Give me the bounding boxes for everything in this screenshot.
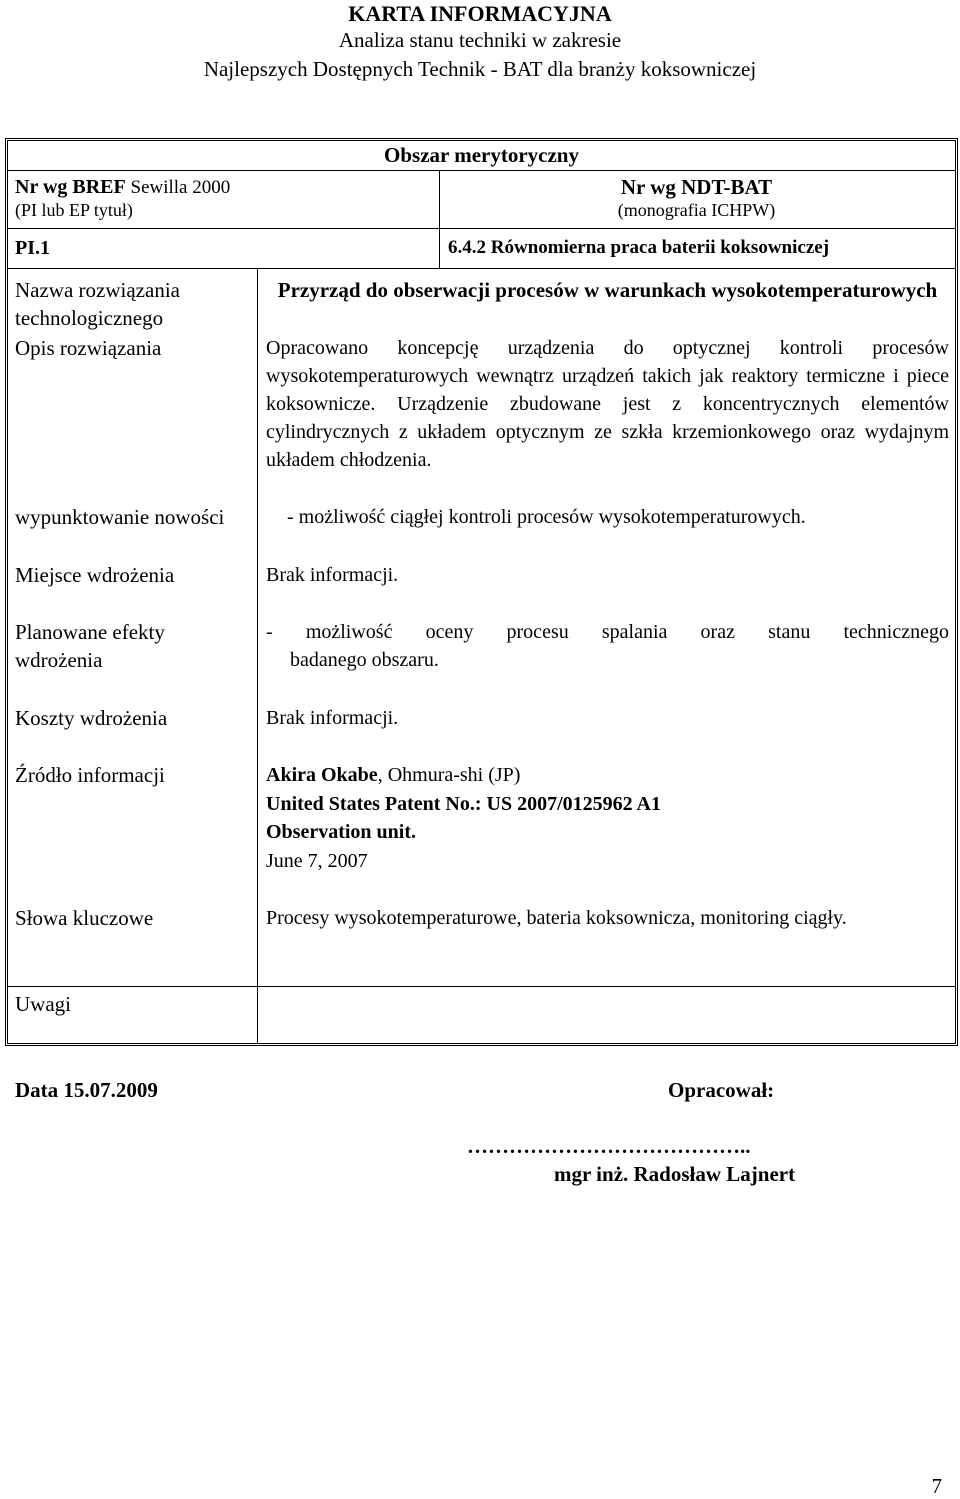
label-solution-name: Nazwa rozwiązania technologicznego [15,278,180,330]
area-title: Obszar merytoryczny [384,143,579,167]
prepared-by-label: Opracował: [668,1078,775,1102]
document-subtitle: Analiza stanu techniki w zakresie [338,28,622,52]
author-name: mgr inż. Radosław Lajnert [554,1162,796,1186]
bref-label: Nr wg BREF Sewilla 2000 [15,176,231,198]
novelty-text: - możliwość ciągłej kontroli procesów wysokotemperaturowych. [287,506,806,528]
label-keywords: Słowa kluczowe [15,906,154,930]
solution-name: Przyrząd do obserwacji procesów w warunkach wysokotemperaturowych [277,278,938,302]
label-cost: Koszty wdrożenia [15,706,168,730]
effects-text-line2: badanego obszaru. [290,649,439,671]
ndt-sub: (monografia ICHPW) [617,200,776,220]
description-text: Opracowano koncepcję urządzenia do optycznej kontroli procesów wysokotemperaturowych wewnątrz urządzeń takich jak reaktory termiczne i piece koksownicze. Urządzenie zbudowane jest z koncentrycznych elementów cylindrycznych z układem optycznym ze szkła krzemionkowego oraz wydajnym układem chłodzenia. [266,337,949,471]
label-effects: Planowane efekty wdrożenia [15,620,165,672]
keywords-text: Procesy wysokotemperaturowe, bateria koksownicza, monitoring ciągły. [266,907,847,929]
document-subtitle-2: Najlepszych Dostępnych Technik - BAT dla branży koksowniczej [203,57,757,81]
bref-sub: (PI lub EP tytuł) [15,200,133,220]
ndt-label: Nr wg NDT-BAT [620,175,773,199]
effects-text-line1: - możliwość oceny procesu spalania oraz stanu technicznego [266,621,949,643]
label-place: Miejsce wdrożenia [15,563,175,587]
source-patent: United States Patent No.: US 2007/0125962 A1 [266,793,661,815]
label-source: Źródło informacji [15,763,165,787]
place-text: Brak informacji. [266,564,399,586]
date-label: Data 15.07.2009 [15,1078,158,1102]
bref-value: PI.1 [15,237,50,259]
page-number: 7 [931,1474,942,1498]
label-novelty: wypunktowanie nowości [15,505,225,529]
ndt-value: 6.4.2 Równomierna praca baterii koksowniczej [448,237,830,258]
label-remarks: Uwagi [15,992,71,1016]
cost-text: Brak informacji. [266,707,399,729]
info-table [5,138,958,1046]
source-title: Observation unit. [266,821,417,843]
source-date: June 7, 2007 [266,850,368,872]
label-description: Opis rozwiązania [15,336,162,360]
signature-dots: ………………………………….. [467,1134,751,1158]
source-author: Akira Okabe, Ohmura-shi (JP) [266,764,521,786]
document-title: KARTA INFORMACYJNA [348,1,612,26]
